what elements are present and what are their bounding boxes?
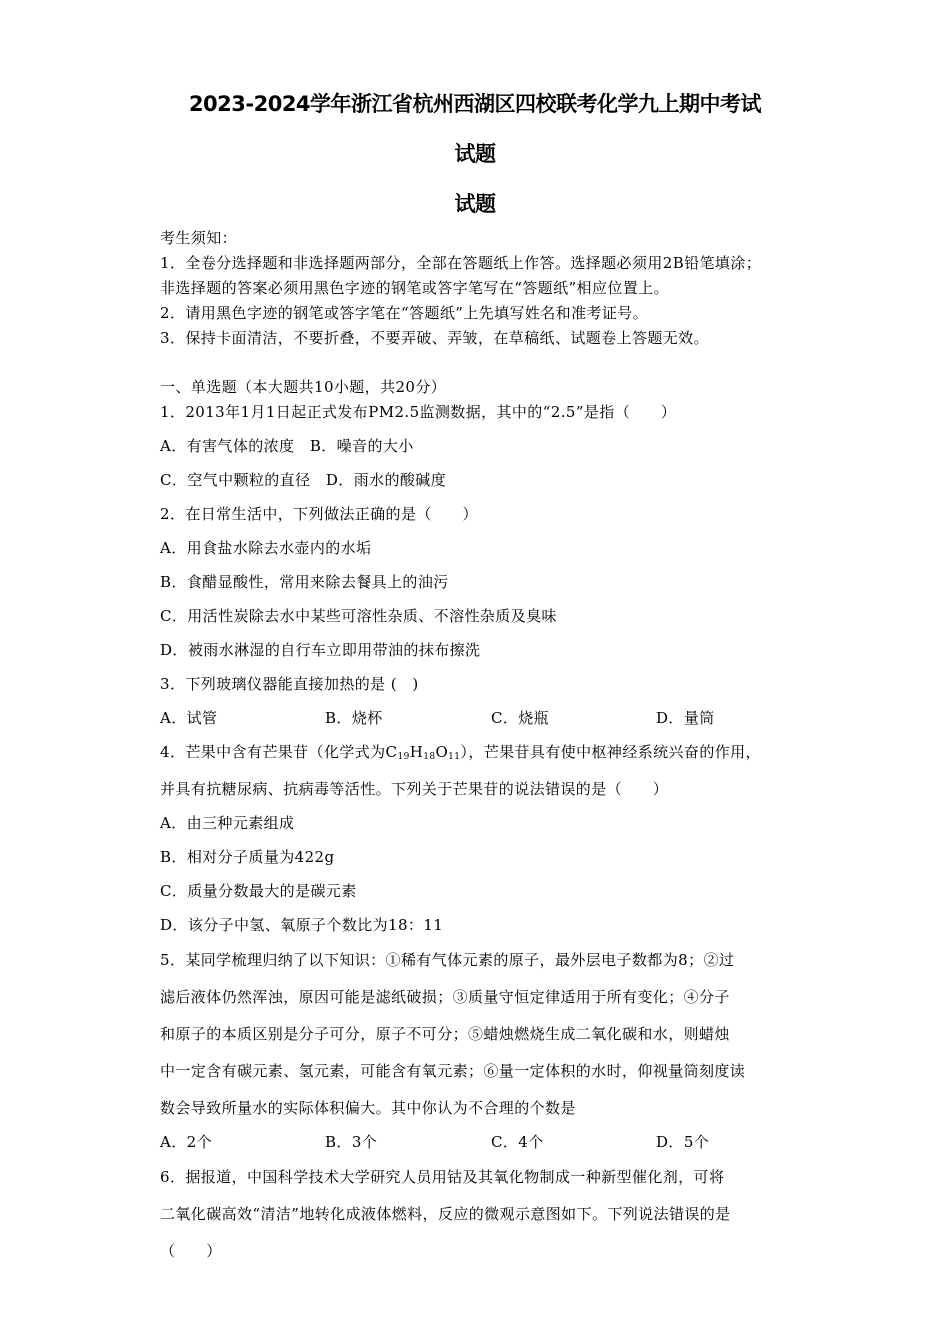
question-6-stem-line: 二氧化碳高效“清洁”地转化成液体燃料，反应的微观示意图如下。下列说法错误的是 — [160, 1205, 731, 1223]
notice-line: 1．全卷分选择题和非选择题两部分，全部在答题纸上作答。选择题必须用2B铅笔填涂； — [160, 254, 762, 272]
question-5-stem-line: 数会导致所量水的实际体积偏大。其中你认为不合理的个数是 — [160, 1099, 576, 1117]
question-6-stem-line: 6．据报道，中国科学技术大学研究人员用钴及其氧化物制成一种新型催化剂，可将 — [160, 1168, 725, 1186]
question-2-option-b: B．食醋显酸性，常用来除去餐具上的油污 — [160, 573, 449, 591]
notice-line: 3．保持卡面清洁，不要折叠，不要弄破、弄皱，在草稿纸、试题卷上答题无效。 — [160, 329, 709, 347]
question-4-option-b: B．相对分子质量为422g — [160, 848, 335, 866]
question-2-stem: 2．在日常生活中，下列做法正确的是（ ） — [160, 505, 478, 523]
formula-subscript: 11 — [448, 752, 461, 762]
question-6-stem-line: （ ） — [160, 1242, 222, 1260]
question-4-stem-line-2: 并具有抗糖尿病、抗病毒等活性。下列关于芒果苷的说法错误的是（ ） — [160, 780, 669, 798]
exam-title: 2023-2024学年浙江省杭州西湖区四校联考化学九上期中考试 — [188, 92, 762, 116]
formula-subscript: 18 — [423, 752, 436, 762]
formula-subscript: 19 — [397, 752, 410, 762]
question-5-option-d: D．5个 — [656, 1133, 710, 1151]
question-5-stem-line: 5．某同学梳理归纳了以下知识：①稀有气体元素的原子，最外层电子数都为8；②过 — [160, 951, 735, 969]
question-1-options-row-2: C．空气中颗粒的直径 D．雨水的酸碱度 — [160, 471, 447, 489]
question-3-option-d: D．量筒 — [656, 709, 715, 727]
question-5-stem-line: 中一定含有碳元素、氢元素，可能含有氧元素；⑥量一定体积的水时，仰视量筒刻度读 — [160, 1062, 746, 1080]
question-5-option-b: B．3个 — [325, 1133, 378, 1151]
question-4-option-d: D．该分子中氢、氧原子个数比为18：11 — [160, 916, 444, 934]
question-1-stem: 1．2013年1月1日起正式发布PM2.5监测数据，其中的“2.5”是指（ ） — [160, 403, 677, 421]
notice-heading: 考生须知： — [160, 229, 238, 247]
question-5-option-a: A．2个 — [160, 1133, 212, 1151]
section-heading: 一、单选题（本大题共10小题，共20分） — [160, 378, 447, 396]
question-1-options-row-1: A．有害气体的浓度 B．噪音的大小 — [160, 437, 414, 455]
question-5-stem-line: 和原子的本质区别是分子可分，原子不可分；⑤蜡烛燃烧生成二氧化碳和水，则蜡烛 — [160, 1025, 730, 1043]
exam-title-continued: 试题 — [454, 142, 496, 166]
q4-stem-text: ），芒果苷具有使中枢神经系统兴奋的作用， — [460, 743, 761, 761]
question-2-option-d: D．被雨水淋湿的自行车立即用带油的抹布擦洗 — [160, 641, 481, 659]
question-3-stem: 3．下列玻璃仪器能直接加热的是 ( ) — [160, 675, 419, 693]
formula-element: O — [435, 743, 449, 761]
question-4-option-a: A．由三种元素组成 — [160, 814, 295, 832]
question-4-option-c: C．质量分数最大的是碳元素 — [160, 882, 357, 900]
question-2-option-a: A．用食盐水除去水壶内的水垢 — [160, 539, 372, 557]
exam-subtitle: 试题 — [454, 192, 496, 216]
formula-element: H — [409, 743, 424, 761]
question-4-stem — [160, 741, 761, 762]
q4-stem-text: 4．芒果中含有芒果苷（化学式为C — [160, 743, 398, 761]
question-3-option-a: A．试管 — [160, 709, 218, 727]
question-2-option-c: C．用活性炭除去水中某些可溶性杂质、不溶性杂质及臭味 — [160, 607, 557, 625]
question-3-option-b: B．烧杯 — [325, 709, 383, 727]
notice-line: 2．请用黑色字迹的钢笔或答字笔在“答题纸”上先填写姓名和准考证号。 — [160, 304, 649, 322]
question-5-option-c: C．4个 — [491, 1133, 544, 1151]
question-5-stem-line: 滤后液体仍然浑浊，原因可能是滤纸破损；③质量守恒定律适用于所有变化；④分子 — [160, 988, 730, 1006]
notice-line: 非选择题的答案必须用黑色字迹的钢笔或答字笔写在“答题纸”相应位置上。 — [160, 279, 669, 297]
question-3-option-c: C．烧瓶 — [491, 709, 550, 727]
